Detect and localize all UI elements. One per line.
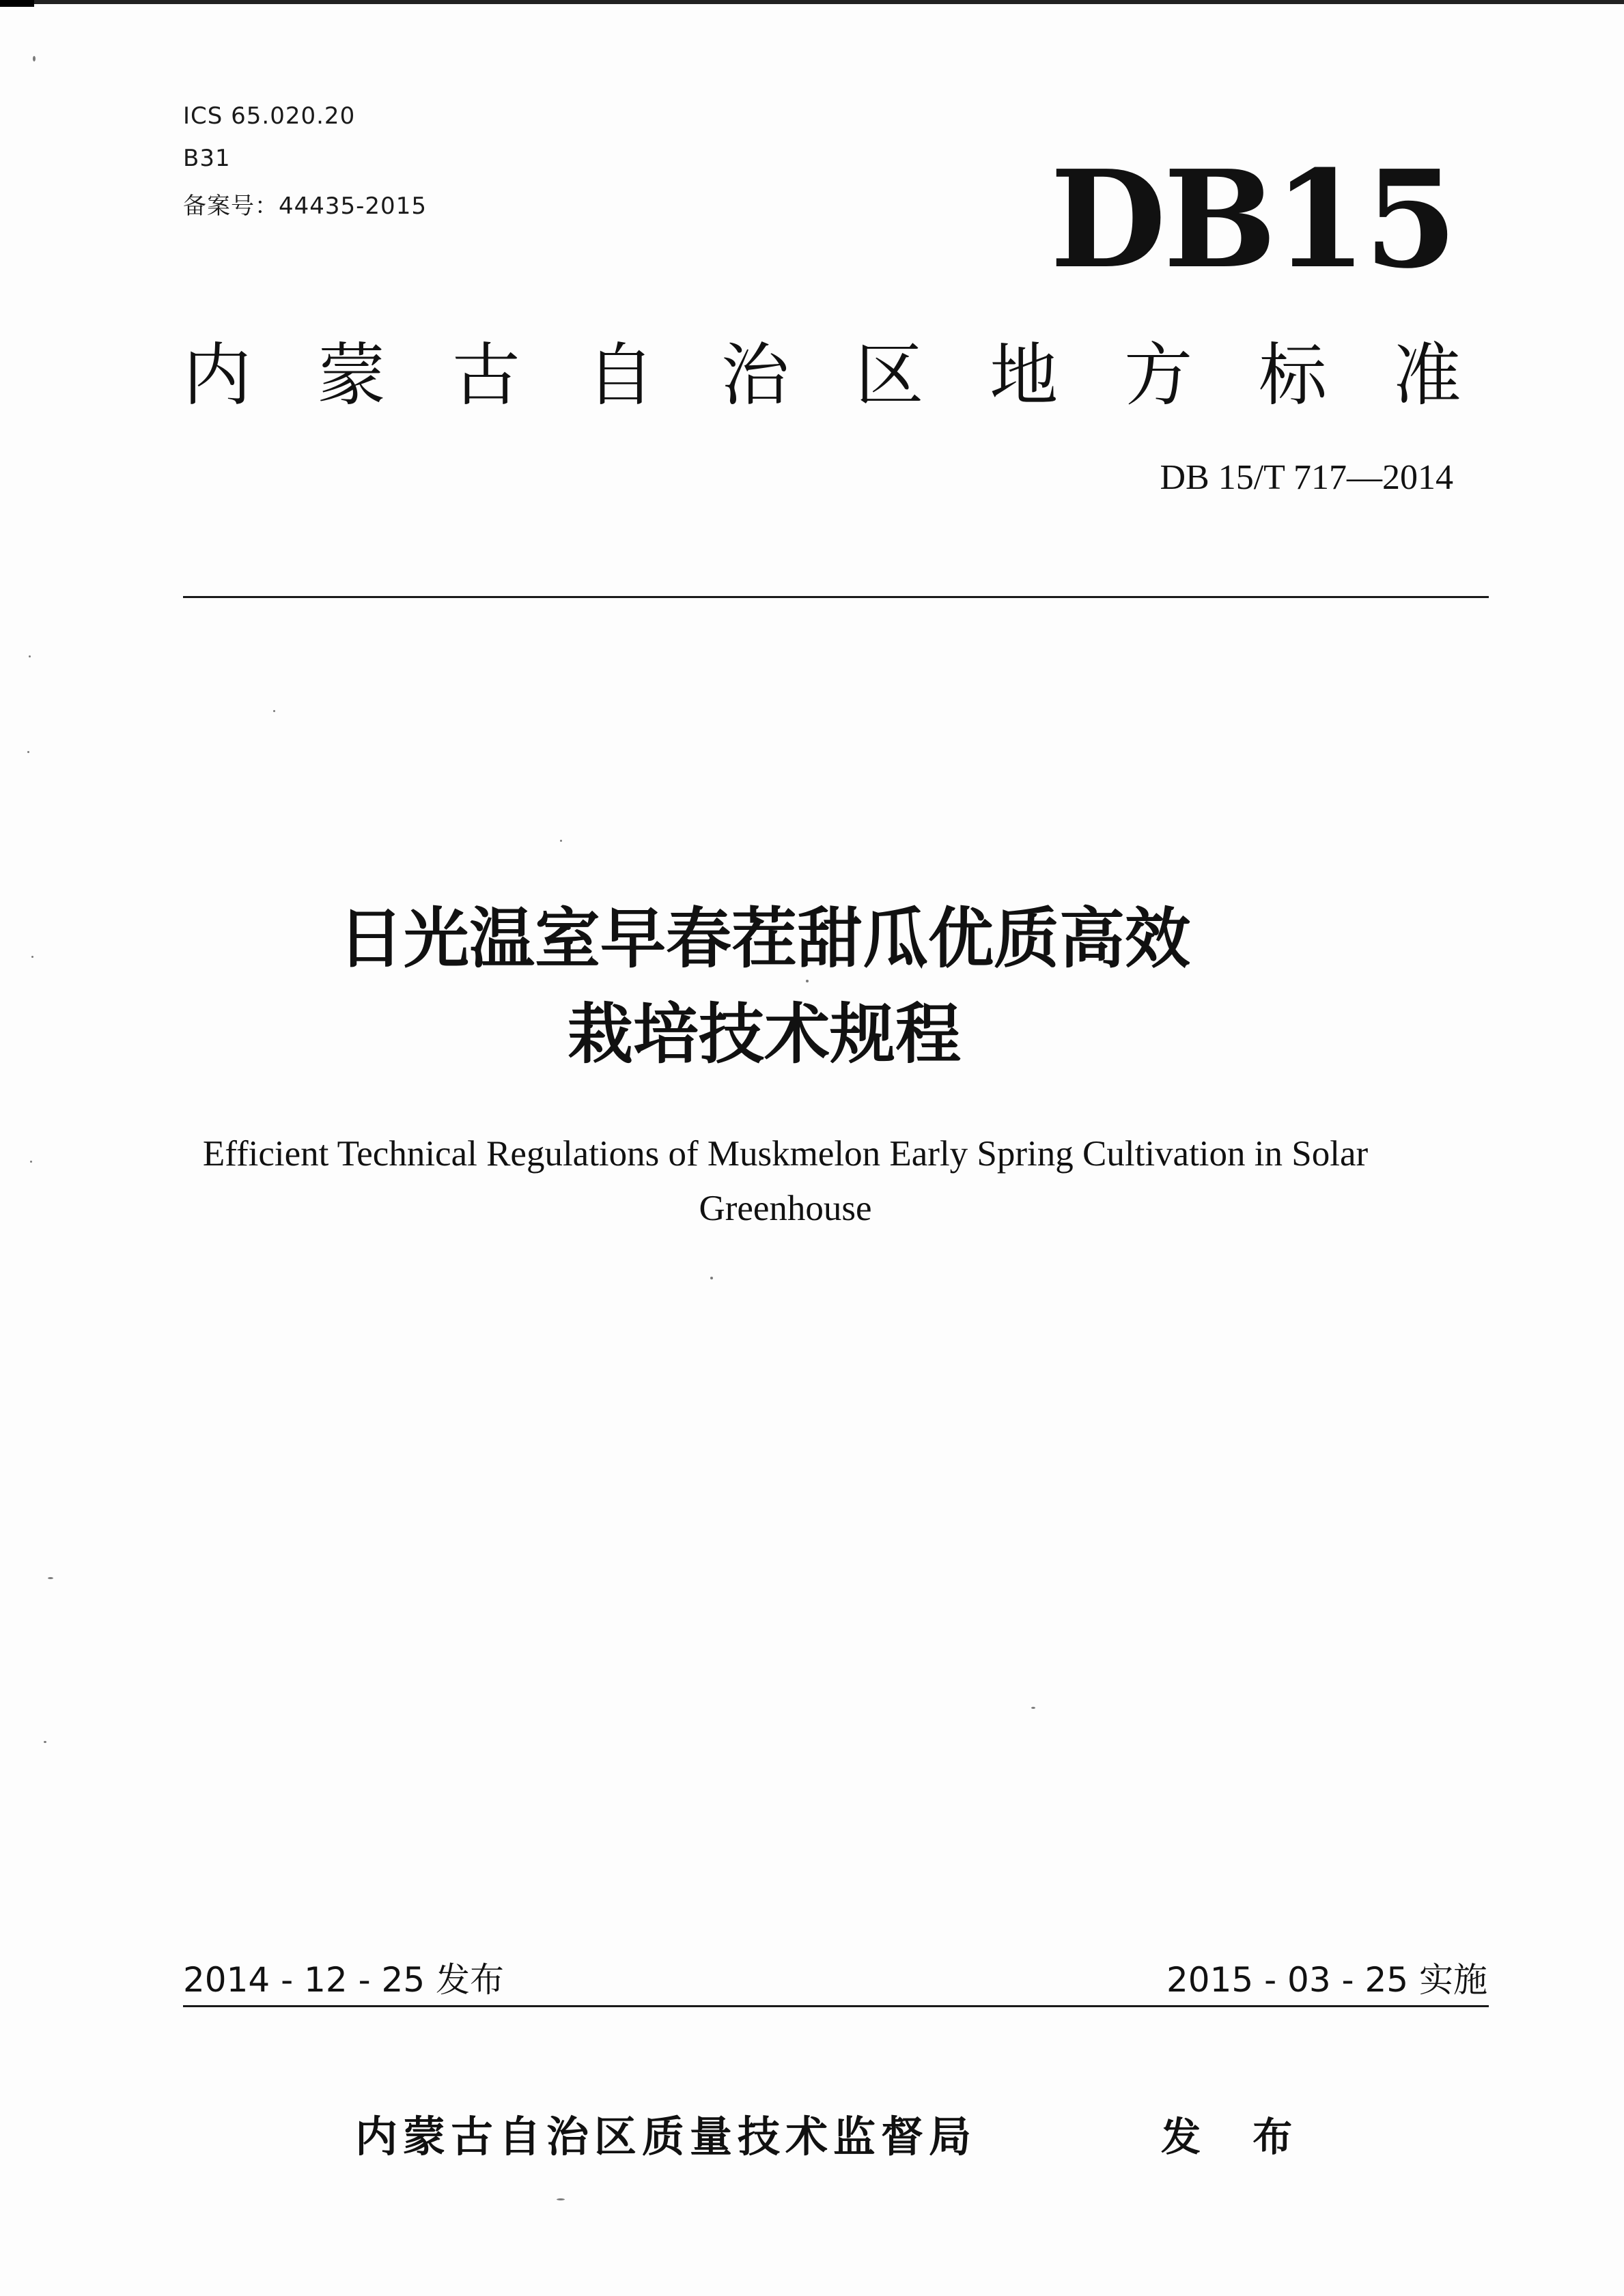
scan-speck [273, 710, 275, 712]
category-char: 蒙 [317, 335, 386, 415]
scan-speck [29, 655, 31, 657]
scan-speck [30, 1161, 32, 1163]
scan-speck [44, 1741, 46, 1743]
category-char: 治 [720, 335, 789, 415]
ccs-code: B31 [183, 145, 231, 172]
title-chinese-line1: 日光温室早春茬甜瓜优质高效 [338, 901, 1190, 977]
scan-speck [1031, 1707, 1035, 1709]
category-char: 区 [855, 335, 924, 415]
scan-speck [560, 840, 562, 842]
issuing-authority: 内蒙古自治区质量技术监督局 [355, 2112, 977, 2162]
category-char: 标 [1259, 335, 1327, 415]
category-char: 古 [451, 335, 520, 415]
category-char: 地 [990, 335, 1059, 415]
implementation-date: 2015 - 03 - 25 实施 [1166, 1960, 1487, 2000]
corner-mark [0, 0, 34, 7]
category-char: 准 [1392, 335, 1461, 415]
scan-speck [710, 1277, 713, 1279]
category-char: 自 [586, 335, 655, 415]
scan-speck [27, 751, 29, 753]
scan-speck [557, 2198, 565, 2200]
record-number: 备案号：44435-2015 [183, 193, 427, 220]
scan-speck [806, 980, 809, 982]
ics-code: ICS 65.020.20 [183, 102, 356, 130]
scan-speck [31, 956, 33, 958]
footer-divider [183, 2005, 1489, 2007]
category-char: 内 [183, 335, 251, 415]
category-char: 方 [1124, 335, 1193, 415]
title-chinese-line2: 栽培技术规程 [568, 996, 961, 1073]
header-divider [183, 596, 1489, 598]
db15-logo: DB15 [1050, 141, 1455, 298]
standard-category [183, 328, 1461, 423]
scan-speck [48, 1577, 53, 1579]
top-border-line [0, 0, 1624, 4]
standard-number: DB 15/T 717—2014 [1160, 458, 1453, 497]
issue-date: 2014 - 12 - 25 发布 [183, 1960, 505, 2000]
title-english: Efficient Technical Regulations of Muskmelon Early Spring Cultivation in Solar Greenhouse [202, 1134, 1369, 1228]
scan-speck [33, 56, 36, 61]
issue-action: 发 布 [1161, 2114, 1312, 2160]
